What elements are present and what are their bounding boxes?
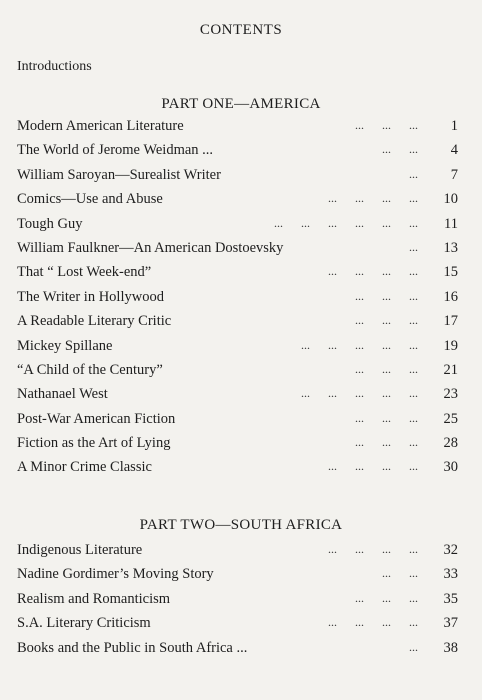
toc-entry-page-number: 28 [443,435,458,452]
toc-entry-title: Nathanael West [17,386,108,403]
toc-entry-title: S.A. Literary Criticism [17,615,151,632]
toc-entry-leader: ... [409,639,418,654]
toc-entry-title: “A Child of the Century” [17,361,163,378]
toc-entry [17,408,458,432]
toc-entry-page-number: 35 [443,590,458,607]
toc-entry-leader: ... ... ... [355,313,418,328]
toc-entry-page-number: 25 [443,410,458,427]
page-title: CONTENTS [199,22,283,38]
toc-entry-title: That “ Lost Week-end” [17,264,152,281]
toc-entry-leader: ... ... ... [355,361,418,376]
toc-entry-leader: ... [409,239,418,254]
toc-entry-title: A Readable Literary Critic [17,313,172,330]
toc-entry-page-number: 10 [443,191,458,208]
toc-entry-page-number: 11 [444,215,458,232]
toc-entry [17,588,458,612]
toc-entry-leader: ... ... ... ... [328,264,418,279]
part-two-list [17,539,458,661]
toc-entry-title: Nadine Gordimer’s Moving Story [17,566,214,583]
toc-entry-leader: ... ... ... [355,288,418,303]
toc-entry [17,188,458,212]
toc-entry [17,456,458,480]
toc-entry-leader: ... ... ... ... ... [301,386,418,401]
toc-entry-leader: ... ... ... ... [328,542,418,556]
toc-entry-page-number: 33 [443,566,458,583]
toc-entry-leader: ... ... ... ... ... ... [274,215,418,230]
toc-entry-title: Books and the Public in South Africa ... [17,639,248,656]
toc-entry [17,310,458,334]
toc-entry [17,213,458,237]
toc-entry [17,637,458,661]
toc-entry-leader: ... ... ... ... [328,459,418,474]
part-one-title: PART ONE—AMERICA [161,96,321,112]
toc-entry-title: Comics—Use and Abuse [17,191,163,208]
toc-entry-title: The Writer in Hollywood [17,288,164,305]
toc-entry-title: Post-War American Fiction [17,410,176,427]
toc-entry-page-number: 37 [443,615,458,632]
toc-entry-leader: ... ... ... [355,118,418,132]
toc-entry [17,432,458,456]
toc-entry-page-number: 38 [443,639,458,656]
toc-entry-title: A Minor Crime Classic [17,459,152,476]
toc-entry-page-number: 7 [450,166,458,183]
part-two-title: PART TWO—SOUTH AFRICA [139,517,343,533]
toc-entry-leader: ... ... ... [355,410,418,425]
toc-entry-leader: ... ... ... ... ... [301,337,418,352]
toc-entry-leader: ... ... [382,566,418,581]
toc-entry-page-number: 17 [443,313,458,330]
toc-entry-leader: ... [409,166,418,181]
toc-entry [17,139,458,163]
toc-entry [17,563,458,587]
toc-entry-page-number: 30 [443,459,458,476]
toc-entry [17,359,458,383]
toc-entry-leader: ... ... [382,142,418,157]
toc-entry-leader: ... ... ... [355,435,418,450]
toc-entry-page-number: 23 [443,386,458,403]
toc-entry [17,335,458,359]
toc-entry-title: Mickey Spillane [17,337,113,354]
toc-entry-page-number: 15 [443,264,458,281]
toc-entry [17,237,458,261]
toc-entry-title: Indigenous Literature [17,542,143,558]
toc-entry [17,115,458,139]
toc-entry [17,539,458,563]
toc-entry-page-number: 4 [450,142,458,159]
toc-entry-page-number: 13 [443,239,458,256]
toc-entry-leader: ... ... ... ... [328,191,418,206]
part-one-list [17,115,458,481]
toc-entry-page-number: 19 [443,337,458,354]
toc-entry [17,286,458,310]
toc-entry-page-number: 32 [443,542,458,558]
toc-entry-title: Fiction as the Art of Lying [17,435,171,452]
toc-entry-title: Realism and Romanticism [17,590,171,607]
toc-entry [17,164,458,188]
toc-entry [17,383,458,407]
toc-entry-page-number: 16 [443,288,458,305]
toc-entry-title: William Saroyan—Surealist Writer [17,166,221,183]
toc-entry-title: William Faulkner—An American Dostoevsky [17,239,284,256]
toc-entry-page-number: 1 [450,118,458,134]
introductions-entry: Introductions [17,59,92,74]
toc-entry-page-number: 21 [443,361,458,378]
toc-entry-title: Modern American Literature [17,118,184,134]
toc-entry-title: Tough Guy [17,215,83,232]
toc-entry [17,612,458,636]
toc-entry [17,261,458,285]
toc-entry-title: The World of Jerome Weidman ... [17,142,214,159]
toc-entry-leader: ... ... ... ... [328,615,418,630]
toc-entry-leader: ... ... ... [355,590,418,605]
